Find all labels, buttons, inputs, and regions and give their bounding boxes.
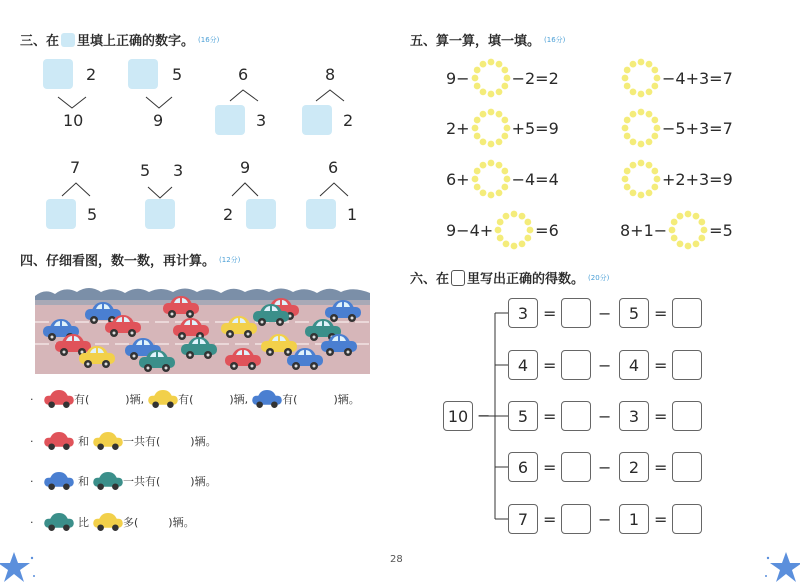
minus-sign: −: [598, 510, 612, 529]
equation-row: 6+ −4=4: [446, 159, 559, 199]
number: 9: [240, 158, 251, 177]
minus-sign: −: [598, 458, 612, 477]
section4-title: 四、仔细看图，数一数，再计算。 (12分): [20, 254, 241, 269]
number: 2: [86, 65, 97, 84]
number: 7: [70, 158, 81, 177]
given-number-box: 5: [508, 401, 538, 431]
equals-sign: =: [654, 356, 668, 375]
given-number-box: 4: [619, 350, 649, 380]
answer-box[interactable]: [672, 504, 702, 534]
number: 5: [87, 205, 98, 224]
star-icon: [760, 548, 800, 586]
given-number-box: 7: [508, 504, 538, 534]
given-number-box: 4: [508, 350, 538, 380]
answer-box[interactable]: [672, 350, 702, 380]
number: 5: [172, 65, 183, 84]
section4-question-4: · 比 多( )辆。: [30, 512, 195, 532]
equation-row: 9− −2=2: [446, 58, 559, 98]
number: 6: [328, 158, 339, 177]
number: 9: [153, 111, 164, 130]
answer-box[interactable]: [672, 452, 702, 482]
answer-box[interactable]: [672, 298, 702, 328]
equals-sign: =: [543, 356, 557, 375]
section4-question-1: · 有( )辆, 有( )辆, 有( )辆。: [30, 389, 360, 409]
number: 8: [325, 65, 336, 84]
section4-question-2: · 和 一共有( )辆。: [30, 431, 217, 451]
equals-sign: =: [543, 458, 557, 477]
number: 10: [63, 111, 84, 130]
minus-sign: −: [598, 356, 612, 375]
equation-row: +2+3=9: [620, 159, 733, 199]
given-number-box: 6: [508, 452, 538, 482]
equals-sign: =: [654, 407, 668, 426]
start-number-box: 10: [443, 401, 473, 431]
given-number-box: 3: [619, 401, 649, 431]
star-icon: [0, 548, 40, 586]
equals-sign: =: [543, 407, 557, 426]
equation-row: 8+1− =5: [620, 210, 733, 250]
given-number-box: 3: [508, 298, 538, 328]
number: 3: [173, 161, 184, 180]
section5-title: 五、算一算，填一填。 (16分): [410, 34, 566, 49]
number: 2: [223, 205, 234, 224]
equals-sign: =: [654, 510, 668, 529]
answer-box[interactable]: [561, 504, 591, 534]
answer-box[interactable]: [672, 401, 702, 431]
number: 3: [256, 111, 267, 130]
equation-row: −4+3=7: [620, 58, 733, 98]
number: 1: [347, 205, 358, 224]
given-number-box: 1: [619, 504, 649, 534]
section3-title: 三、在 里填上正确的数字。 (16分): [20, 34, 220, 49]
equation-row: 2+ +5=9: [446, 108, 559, 148]
equals-sign: =: [654, 304, 668, 323]
equals-sign: =: [543, 304, 557, 323]
answer-box[interactable]: [561, 350, 591, 380]
minus-sign: −: [598, 304, 612, 323]
section4-question-3: · 和 一共有( )辆。: [30, 471, 217, 491]
equals-sign: =: [654, 458, 668, 477]
minus-sign: −: [477, 406, 491, 425]
number: 6: [238, 65, 249, 84]
equation-row: 9−4+ =6: [446, 210, 559, 250]
equation-row: −5+3=7: [620, 108, 733, 148]
equals-sign: =: [543, 510, 557, 529]
answer-box[interactable]: [561, 298, 591, 328]
given-number-box: 2: [619, 452, 649, 482]
number: 2: [343, 111, 354, 130]
given-number-box: 5: [619, 298, 649, 328]
answer-box[interactable]: [561, 452, 591, 482]
page-number: 28: [390, 554, 403, 565]
minus-sign: −: [598, 407, 612, 426]
answer-box[interactable]: [561, 401, 591, 431]
section6-title: 六、在 里写出正确的得数。 (20分): [410, 268, 609, 287]
number: 5: [140, 161, 151, 180]
